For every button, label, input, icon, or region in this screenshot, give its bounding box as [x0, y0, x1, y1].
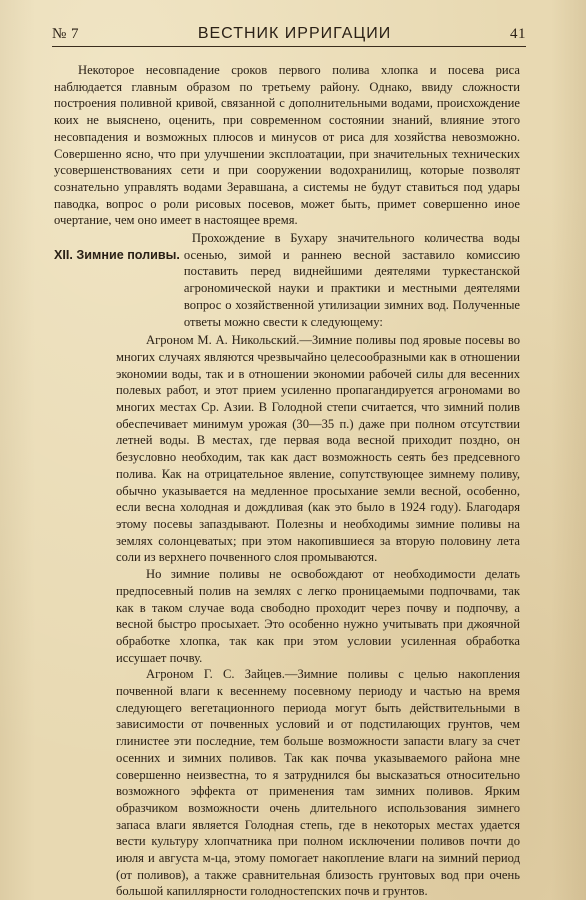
section-heading: XII. Зимние поливы. [54, 248, 180, 263]
page-number: 41 [510, 26, 526, 42]
answer-nikolsky-continued: Но зимние поливы не освобождают от необходимости делать предпосевный полив на землях с легко проницаемыми подпочвами, так как в таком случае вода свободно проходит через почву и подпочву, а весной быстро просыхает. Это особенно нужно учитывать при джоячной обработке хлопка, так как при этом условии усиленная обработка иссушает почву. [116, 567, 520, 665]
answer-zaitsev: Агроном Г. С. Зайцев.—Зимние поливы с целью накопления почвенной влаги к весеннему посевному периоду и частью на время следующего вегетационного периода могут быть действительными в зависимости от почвенных условий и от подстилающих грунтов, чем глинистее эти последние, тем больше возможности запасти влагу за счет осенних и зимних поливов. Так как почва указываемого района мне совершенно неизвестна, то я затруднился бы высказаться относительно возможного эффекта от применения там зимних поливов. Ярким образчиком возможности очень длительного использования зимнего запаса влаги является Голодная степь, где в некоторых местах удается вести культуру хлопчатника при полном исключении поливов почти до июля и августа м-ца, этому помогает накопление влаги на зимний период (от поливов), а также сравнительная близость грунтовых вод при очень большой капиллярности голодностепских почв и грунтов. [116, 667, 520, 899]
running-header [52, 22, 526, 47]
answer-nikolsky: Агроном М. А. Никольский.—Зимние поливы под яровые посевы во многих случаях являются чрезвычайно целесообразными как в отношении экономии воды, так и в отношении экономии рабочей силы для весенних полевых работ, и этот прием усиленно пропагандируется агрономами во многих местах Ср. Азии. В Голодной степи считается, что зимний полив обеспечивает минимум урожая (30—35 п.) даже при полном отсутствии летней воды. В местах, где первая вода весной приходит поздно, он безусловно необходим, так как даст возможность сеять без предсевного полива. Как на отрицательное явление, сопутствующее зимнему поливу, обычно указывается на медленное просыхание земли весной, особенно, если весна холодная и дождливая (как это было в 1924 году). Благодаря этому посевы запаздывают. Полезны и необходимы зимние поливы на землях солонцеватых; при этом накопившиеся за вторую половину лета соли из верхнего почвенного слоя промываются. [116, 333, 520, 565]
issue-number: № 7 [52, 26, 80, 42]
intro-paragraph: Некоторое несовпадение сроков первого полива хлопка и посева риса наблюдается главным образом по третьему району. Однако, ввиду сложности построения поливной кривой, связанной с дополнительными водами, происхождение коих не выяснено, оценить, при современном состоянии знаний, влияние этого несовпадения и возможных плюсов и минусов от риса для хозяйства невозможно. Совершенно ясно, что при улучшении эксплоатации, при значительных технических усовершенствованиях сети и при сооружении водохранилищ, которые позволят сознательно управлять водами Зеравшана, а системы не будут ставиться под удары паводка, вопрос о роли рисовых посевов, может быть, примет совершенно иное очертание, чем оно имеет в настоящее время. [54, 63, 520, 228]
section-first-paragraph: Прохождение в Бухару значительного количества воды осенью, зимой и раннею весной заставило комиссию поставить перед виднейшими деятелями туркестанской агрономической науки и практики и местными деятелями вопрос о хозяйственной утилизации зимних вод. Полученные ответы можно свести к следующему: [183, 231, 520, 329]
article-body [54, 62, 520, 900]
answers-block [116, 332, 520, 900]
journal-title: ВЕСТНИК ИРРИГАЦИИ [197, 25, 392, 42]
section-xii [54, 230, 520, 330]
